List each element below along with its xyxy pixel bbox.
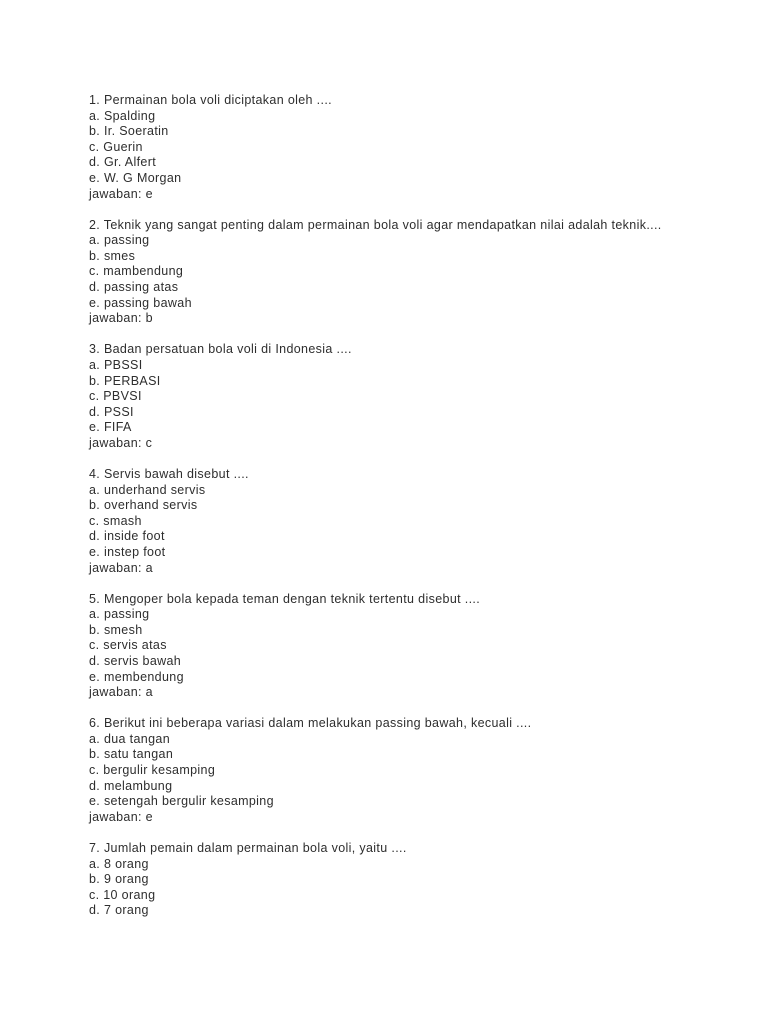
answer-option: c. smash	[89, 513, 142, 528]
question-6	[89, 716, 749, 825]
answer-option: b. smesh	[89, 622, 143, 637]
answer-option: c. bergulir kesamping	[89, 763, 216, 778]
question-2	[89, 218, 749, 327]
answer-option: c. 10 orang	[89, 887, 156, 902]
question-4	[89, 467, 749, 576]
answer-option: b. satu tangan	[89, 747, 174, 762]
answer-option: d. 7 orang	[89, 903, 149, 918]
answer-option: e. instep foot	[89, 544, 166, 559]
answer-option: c. mambendung	[89, 264, 184, 279]
answer-option: c. servis atas	[89, 638, 167, 653]
question-prompt: 5. Mengoper bola kepada teman dengan teknik tertentu disebut ....	[89, 591, 481, 606]
answer-option: d. inside foot	[89, 529, 165, 544]
question-5	[89, 592, 749, 701]
question-prompt: 4. Servis bawah disebut ....	[89, 466, 249, 481]
question-list	[89, 93, 749, 934]
answer-key: jawaban: e	[89, 809, 153, 824]
answer-option: a. underhand servis	[89, 482, 206, 497]
answer-option: a. passing	[89, 607, 150, 622]
answer-option: e. membendung	[89, 669, 184, 684]
question-prompt: 7. Jumlah pemain dalam permainan bola voli, yaitu ....	[89, 840, 407, 855]
question-prompt: 1. Permainan bola voli diciptakan oleh ....	[89, 93, 332, 107]
answer-option: a. PBSSI	[89, 357, 143, 372]
answer-option: b. overhand servis	[89, 498, 198, 513]
answer-key: jawaban: e	[89, 186, 153, 201]
answer-option: b. PERBASI	[89, 373, 161, 388]
answer-key: jawaban: b	[89, 311, 153, 326]
answer-option: e. passing bawah	[89, 295, 192, 310]
answer-option: e. W. G Morgan	[89, 170, 182, 185]
answer-option: b. Ir. Soeratin	[89, 124, 169, 139]
answer-option: b. smes	[89, 248, 136, 263]
answer-option: e. setengah bergulir kesamping	[89, 794, 274, 809]
question-prompt: 6. Berikut ini beberapa variasi dalam melakukan passing bawah, kecuali ....	[89, 716, 532, 731]
answer-option: a. 8 orang	[89, 856, 149, 871]
question-prompt: 2. Teknik yang sangat penting dalam permainan bola voli agar mendapatkan nilai adalah teknik....	[89, 217, 662, 232]
question-prompt: 3. Badan persatuan bola voli di Indonesia ....	[89, 342, 352, 357]
question-3	[89, 342, 749, 451]
answer-option: d. servis bawah	[89, 654, 182, 668]
answer-option: a. Spalding	[89, 108, 156, 123]
answer-option: e. FIFA	[89, 420, 132, 435]
answer-option: b. 9 orang	[89, 872, 149, 887]
answer-option: d. melambung	[89, 778, 173, 793]
answer-option: a. dua tangan	[89, 731, 171, 746]
answer-option: d. PSSI	[89, 404, 134, 419]
answer-option: d. Gr. Alfert	[89, 155, 157, 170]
answer-key: jawaban: a	[89, 685, 153, 700]
answer-option: a. passing	[89, 233, 150, 248]
question-1	[89, 93, 749, 202]
answer-option: d. passing atas	[89, 280, 179, 295]
answer-option: c. PBVSI	[89, 389, 142, 404]
answer-option: c. Guerin	[89, 139, 143, 154]
answer-key: jawaban: a	[89, 560, 153, 575]
answer-key: jawaban: c	[89, 435, 153, 450]
question-7	[89, 841, 749, 919]
